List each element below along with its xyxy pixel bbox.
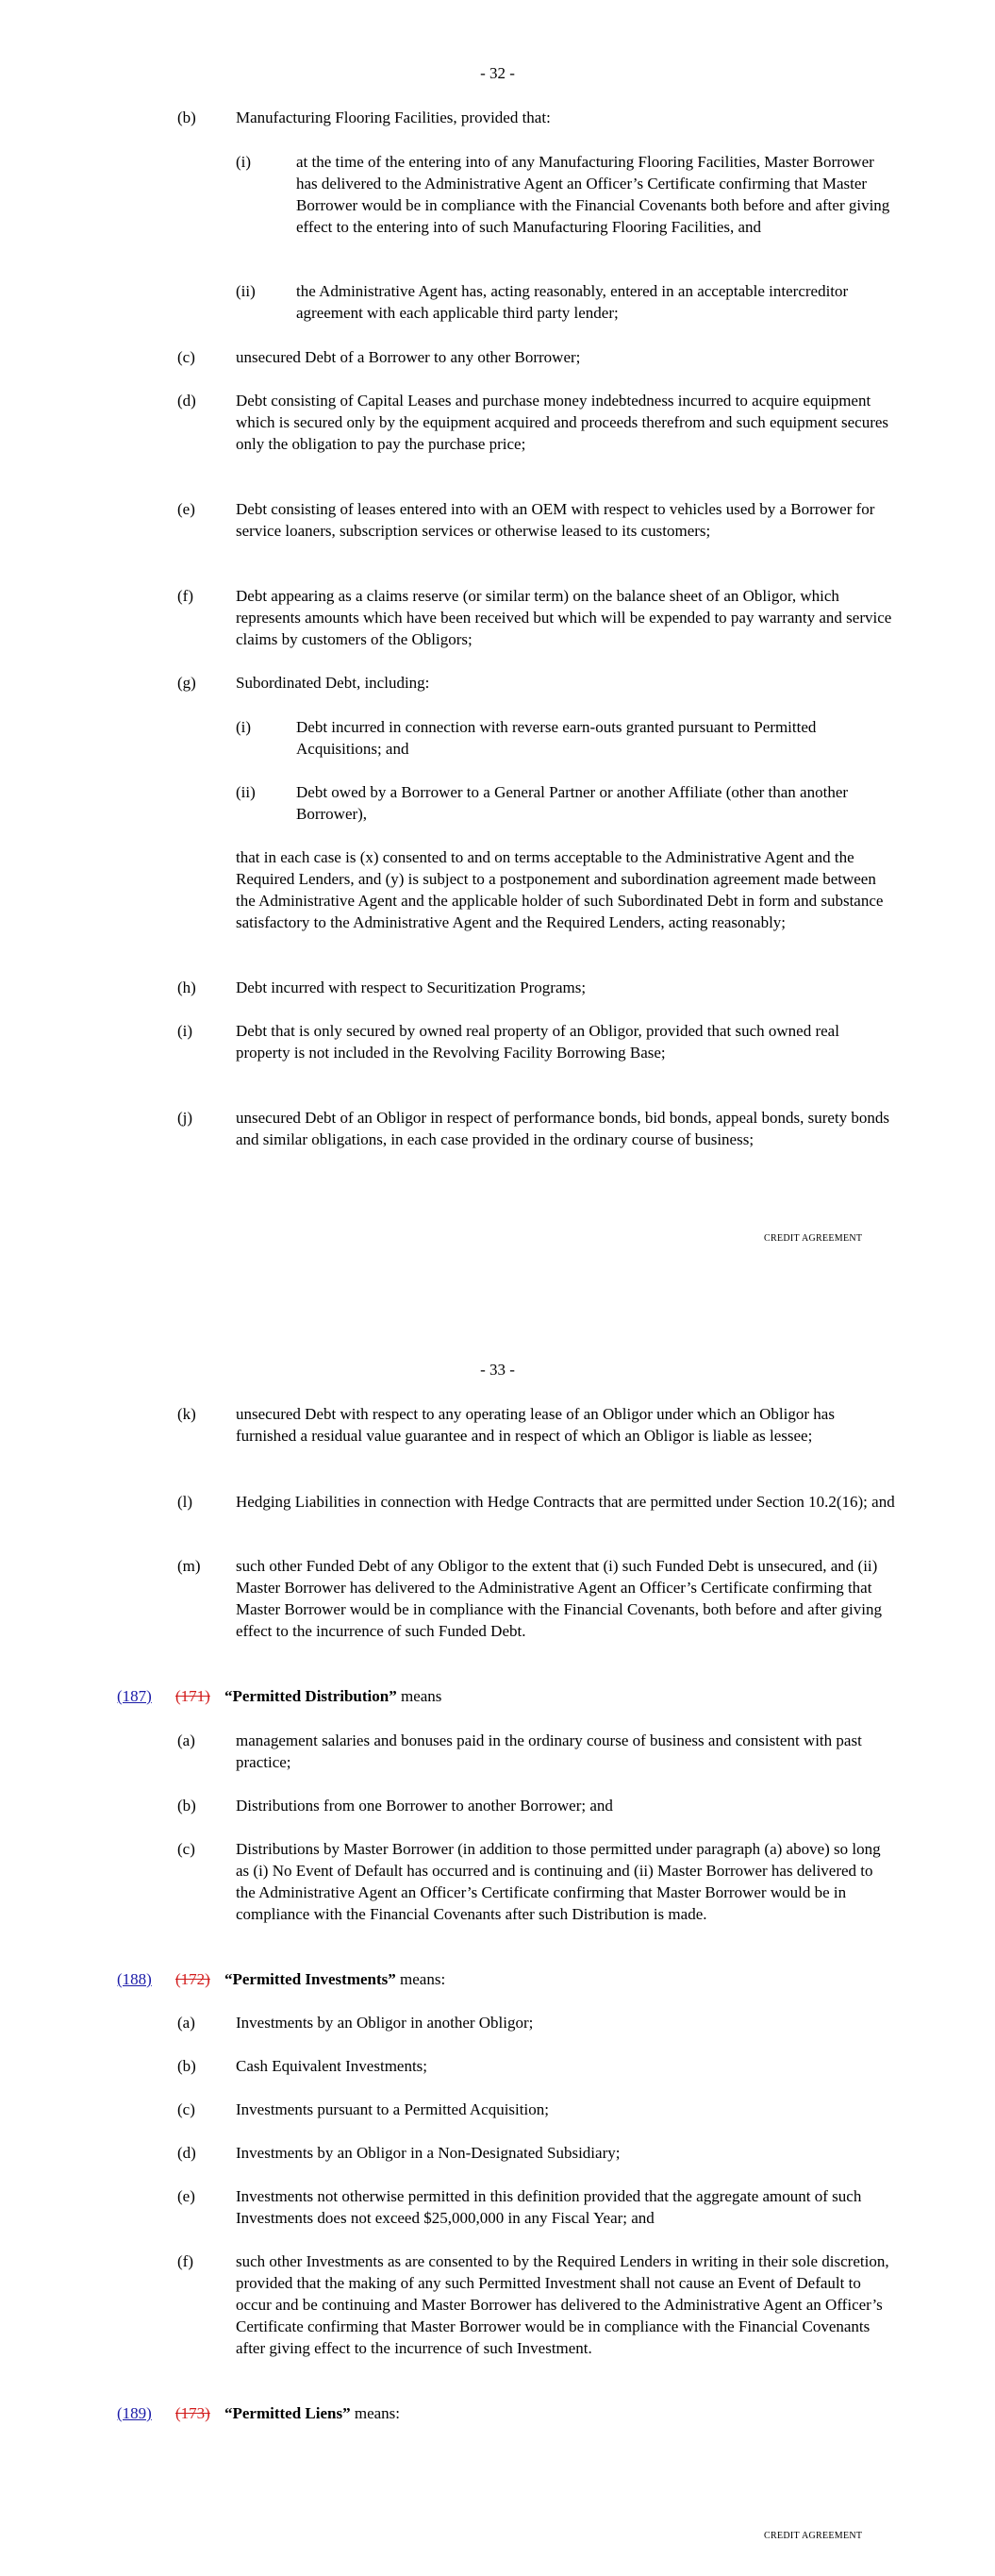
item-label: (b) <box>177 109 196 126</box>
item-text: such other Funded Debt of any Obligor to the extent that (i) such Funded Debt is unsecured, and (ii) Master Borrower has delivered to the Administrative Agent an Officer’s Certificate confirming that Master Borrower would be in compliance with the Financial Covenants, both before and after giving effect to the incurrence of such Funded Debt. <box>236 1557 883 1640</box>
item-text: Hedging Liabilities in connection with Hedge Contracts that are permitted under Section 10.2(16); and <box>236 1493 895 1511</box>
item-label: (j) <box>177 1109 193 1127</box>
item-text: Debt incurred with respect to Securitization Programs; <box>236 979 587 996</box>
item-label: (f) <box>177 2252 193 2270</box>
page-number: - 33 - <box>480 1361 515 1379</box>
definition-term <box>224 1968 445 1990</box>
item-label: (d) <box>177 392 196 410</box>
item-text: Subordinated Debt, including: <box>236 674 430 692</box>
definition-term <box>224 2402 400 2424</box>
item-label: (i) <box>236 718 252 736</box>
item-label: (g) <box>177 674 196 692</box>
item-text: Debt incurred in connection with reverse earn-outs granted pursuant to Permitted Acquisitions; and <box>296 718 817 758</box>
item-text: Debt that is only secured by owned real property of an Obligor, provided that such owned real property is not included in the Revolving Facility Borrowing Base; <box>236 1022 839 1062</box>
item-label: (i) <box>177 1022 193 1040</box>
item-label: (c) <box>177 348 195 366</box>
term-connector: means: <box>395 1970 446 1988</box>
definition-term <box>224 1685 441 1707</box>
item-text: Debt consisting of Capital Leases and purchase money indebtedness incurred to acquire equipment which is secured only by the equipment acquired and proceeds therefrom and such equipment secures only the obligation to pay the purchase price; <box>236 392 889 453</box>
defined-term: “Permitted Liens” <box>224 2404 351 2422</box>
item-label: (e) <box>177 2187 195 2205</box>
item-label: (k) <box>177 1405 196 1423</box>
item-text: Cash Equivalent Investments; <box>236 2057 428 2075</box>
page-footer: CREDIT AGREEMENT <box>764 1233 863 1244</box>
item-text: Distributions from one Borrower to another Borrower; and <box>236 1797 613 1815</box>
new-section-number[interactable]: (187) <box>117 1687 152 1705</box>
item-label: (c) <box>177 1840 195 1858</box>
item-text: at the time of the entering into of any Manufacturing Flooring Facilities, Master Borrower has delivered to the Administrative Agent an Officer’s Certificate confirming that Master Borrower would be in compliance with the Financial Covenants both before and after giving effect to the entering into of such Manufacturing Flooring Facilities, and <box>296 153 890 236</box>
item-label: (d) <box>177 2144 196 2162</box>
item-text: unsecured Debt of a Borrower to any other Borrower; <box>236 348 581 366</box>
term-connector: means: <box>350 2404 401 2422</box>
page-footer: CREDIT AGREEMENT <box>764 2531 863 2541</box>
item-text: Debt consisting of leases entered into with an OEM with respect to vehicles used by a Borrower for service loaners, subscription services or otherwise leased to its customers; <box>236 500 875 540</box>
item-text: Investments by an Obligor in another Obligor; <box>236 2014 534 2032</box>
item-label: (e) <box>177 500 195 518</box>
item-text: unsecured Debt of an Obligor in respect of performance bonds, bid bonds, appeal bonds, surety bonds and similar obligations, in each case provided in the ordinary course of business; <box>236 1109 890 1148</box>
term-connector: means <box>396 1687 442 1705</box>
item-text: management salaries and bonuses paid in the ordinary course of business and consistent with past practice; <box>236 1731 862 1771</box>
item-text: Investments by an Obligor in a Non-Designated Subsidiary; <box>236 2144 621 2162</box>
item-text: Investments pursuant to a Permitted Acquisition; <box>236 2100 549 2118</box>
item-label: (m) <box>177 1557 201 1575</box>
item-text: Distributions by Master Borrower (in addition to those permitted under paragraph (a) above) so long as (i) No Event of Default has occurred and is continuing and (ii) Master Borrower has delivered to the Administrative Agent an Officer’s Certificate confirming that Master Borrower would be in compliance with the Financial Covenants after such Distribution is made. <box>236 1840 881 1923</box>
item-text: Debt owed by a Borrower to a General Partner or another Affiliate (other than another Borrower), <box>296 783 849 823</box>
new-section-number[interactable]: (188) <box>117 1970 152 1988</box>
item-label: (c) <box>177 2100 195 2118</box>
item-text: Manufacturing Flooring Facilities, provided that: <box>236 109 551 126</box>
deleted-section-number: (172) <box>175 1970 210 1988</box>
item-label: (b) <box>177 1797 196 1815</box>
item-text: Debt appearing as a claims reserve (or similar term) on the balance sheet of an Obligor, which represents amounts which have been received but which will be expended to pay warranty and service claims by customers of the Obligors; <box>236 587 892 648</box>
new-section-number[interactable]: (189) <box>117 2404 152 2422</box>
item-label: (l) <box>177 1493 193 1511</box>
deleted-section-number: (173) <box>175 2404 210 2422</box>
item-text: the Administrative Agent has, acting reasonably, entered in an acceptable intercreditor agreement with each applicable third party lender; <box>296 282 849 322</box>
item-label: (a) <box>177 1731 195 1749</box>
deleted-section-number: (171) <box>175 1687 210 1705</box>
item-label: (i) <box>236 153 252 171</box>
item-label: (a) <box>177 2014 195 2032</box>
paragraph-text: that in each case is (x) consented to and on terms acceptable to the Administrative Agent and the Required Lenders, and (y) is subject to a postponement and subordination agreement made between the Administrative Agent and the applicable holder of such Subordinated Debt in form and substance satisfactory to the Administrative Agent and the Required Lenders, acting reasonably; <box>236 848 884 931</box>
item-text: unsecured Debt with respect to any operating lease of an Obligor under which an Obligor has furnished a residual value guarantee and in respect of which an Obligor is liable as lessee; <box>236 1405 835 1445</box>
item-label: (f) <box>177 587 193 605</box>
item-label: (h) <box>177 979 196 996</box>
page-number: - 32 - <box>480 64 515 82</box>
item-text: such other Investments as are consented to by the Required Lenders in writing in their sole discretion, provided that the making of any such Permitted Investment shall not cause an Event of Default to occur and be continuing and Master Borrower has delivered to the Administrative Agent an Officer’s Certificate confirming that Master Borrower would be in compliance with the Financial Covenants after giving effect to the incurrence of such Investment. <box>236 2252 889 2357</box>
item-label: (ii) <box>236 282 256 300</box>
item-label: (ii) <box>236 783 256 801</box>
defined-term: “Permitted Distribution” <box>224 1687 397 1705</box>
defined-term: “Permitted Investments” <box>224 1970 396 1988</box>
item-text: Investments not otherwise permitted in this definition provided that the aggregate amount of such Investments does not exceed $25,000,000 in any Fiscal Year; and <box>236 2187 862 2227</box>
item-label: (b) <box>177 2057 196 2075</box>
